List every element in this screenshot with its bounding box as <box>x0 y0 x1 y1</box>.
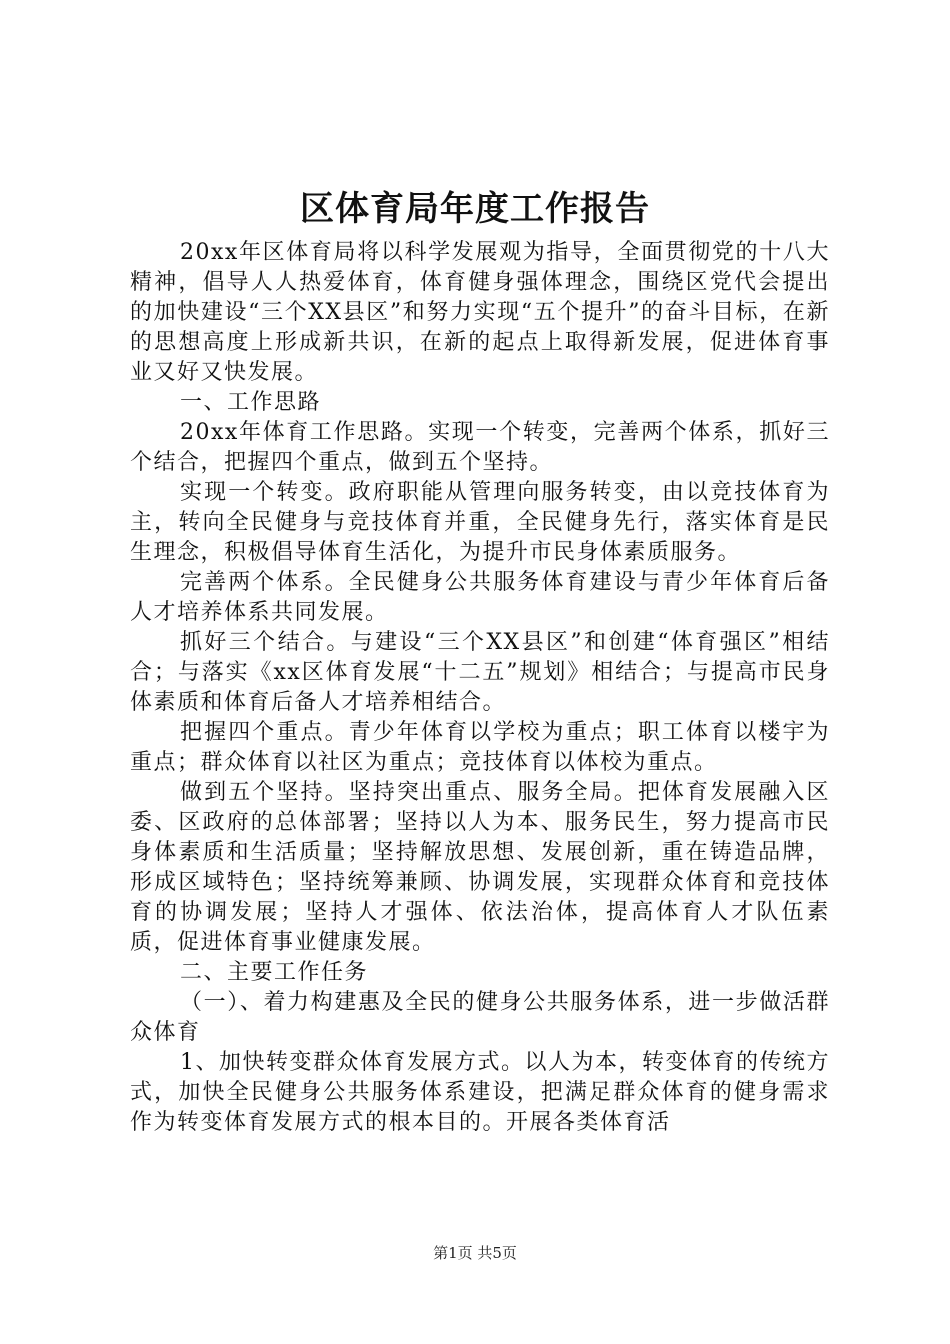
subsection-heading-1: （一）、着力构建惠及全民的健身公共服务体系，进一步做活群众体育 <box>130 990 830 1045</box>
page-footer: 第1页 共5页 <box>433 1244 517 1262</box>
section-heading-main-tasks: 二、主要工作任务 <box>180 960 369 985</box>
section-heading-work-ideas: 一、工作思路 <box>180 390 322 415</box>
document-body <box>130 238 830 1138</box>
four-priorities-paragraph: 把握四个重点。青少年体育以学校为重点；职工体育以楼宇为重点；群众体育以社区为重点；竞技体育以体校为重点。 <box>130 720 830 775</box>
document-title: 区体育局年度工作报告 <box>300 189 650 229</box>
intro-paragraph: 20xx年区体育局将以科学发展观为指导，全面贯彻党的十八大精神，倡导人人热爱体育，体育健身强体理念，围绕区党代会提出的加快建设“三个XX县区”和努力实现“五个提升”的奋斗目标，在新的思想高度上形成新共识，在新的起点上取得新发展，促进体育事业又好又快发展。 <box>130 240 830 385</box>
three-combinations-paragraph: 抓好三个结合。与建设“三个XX县区”和创建“体育强区”相结合；与落实《xx区体育发展“十二五”规划》相结合；与提高市民身体素质和体育后备人才培养相结合。 <box>130 630 830 715</box>
five-persistences-paragraph: 做到五个坚持。坚持突出重点、服务全局。把体育发展融入区委、区政府的总体部署；坚持以人为本、服务民生，努力提高市民身体素质和生活质量；坚持解放思想、发展创新，重在铸造品牌，形成区域特色；坚持统筹兼顾、协调发展，实现群众体育和竞技体育的协调发展；坚持人才强体、依法治体，提高体育人才队伍素质，促进体育事业健康发展。 <box>130 780 830 955</box>
work-ideas-summary-paragraph: 20xx年体育工作思路。实现一个转变，完善两个体系，抓好三个结合，把握四个重点，做到五个坚持。 <box>130 420 830 475</box>
one-transformation-paragraph: 实现一个转变。政府职能从管理向服务转变，由以竞技体育为主，转向全民健身与竞技体育并重，全民健身先行，落实体育是民生理念，积极倡导体育生活化，为提升市民身体素质服务。 <box>130 480 830 565</box>
task-1-paragraph: 1、加快转变群众体育发展方式。以人为本，转变体育的传统方式，加快全民健身公共服务体系建设，把满足群众体育的健身需求作为转变体育发展方式的根本目的。开展各类体育活 <box>130 1050 830 1135</box>
two-systems-paragraph: 完善两个体系。全民健身公共服务体育建设与青少年体育后备人才培养体系共同发展。 <box>130 570 830 625</box>
